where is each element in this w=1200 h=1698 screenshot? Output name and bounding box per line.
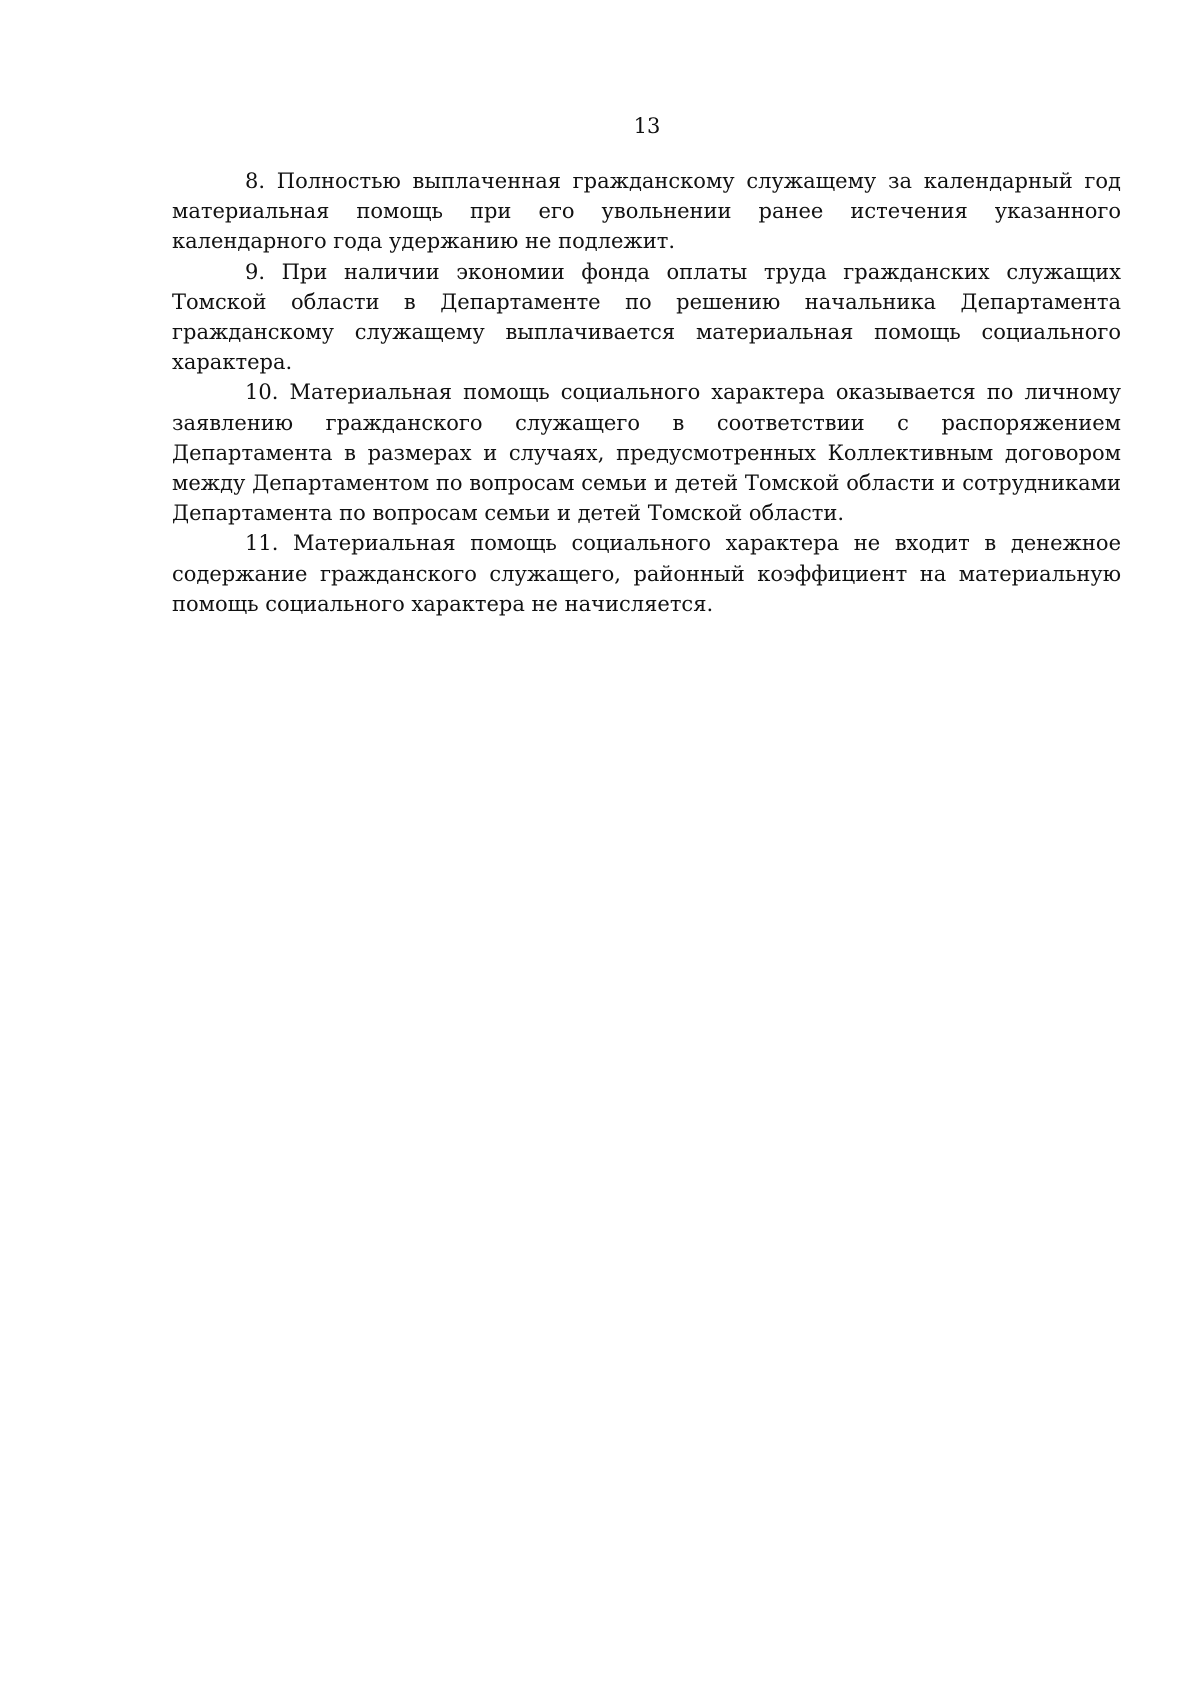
paragraph-10: 10. Материальная помощь социального характера оказывается по личному заявлению гражданского служащего в соответствии с распоряжением Департамента в размерах и случаях, предусмотренных Коллективным договором между Департаментом по вопросам семьи и детей Томской области и сотрудниками Департамента по вопросам семьи и детей Томской области.	[172, 380, 1121, 526]
paragraph-11: 11. Материальная помощь социального характера не входит в денежное содержание гражданского служащего, районный коэффициент на материальную помощь социального характера не начисляется.	[172, 531, 1121, 616]
paragraph-8: 8. Полностью выплаченная гражданскому служащему за календарный год материальная помощь при его увольнении ранее истечения указанного календарного года удержанию не подлежит.	[172, 169, 1121, 254]
paragraph-9: 9. При наличии экономии фонда оплаты труда гражданских служащих Томской области в Департаменте по решению начальника Департамента гражданскому служащему выплачивается материальная помощь социального характера.	[172, 259, 1121, 375]
document-body	[172, 166, 1121, 619]
page-number: 13	[633, 114, 661, 138]
